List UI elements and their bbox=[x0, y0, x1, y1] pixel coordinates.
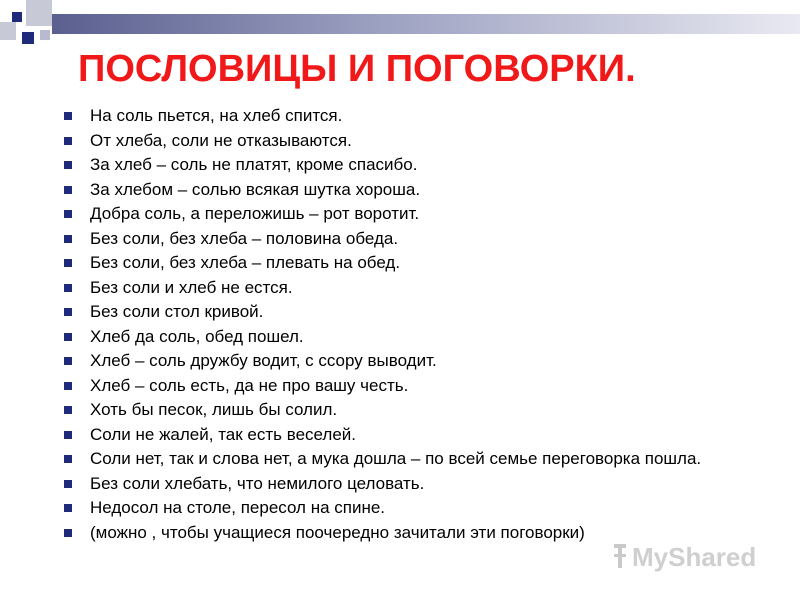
list-item bbox=[60, 327, 780, 347]
watermark-logo-icon bbox=[612, 538, 762, 572]
header-gradient-bar bbox=[52, 14, 800, 34]
list-item bbox=[60, 131, 780, 151]
proverb-text: Хлеб – соль дружбу водит, с ссору выводит. bbox=[90, 351, 437, 370]
list-item bbox=[60, 449, 780, 469]
proverb-text: Хоть бы песок, лишь бы солил. bbox=[90, 400, 338, 419]
list-item bbox=[60, 106, 780, 126]
watermark-logo bbox=[612, 538, 762, 572]
decorative-square bbox=[0, 22, 16, 40]
proverb-text: На соль пьется, на хлеб спится. bbox=[90, 106, 343, 125]
proverb-text: Без соли, без хлеба – плевать на обед. bbox=[90, 253, 401, 272]
square-bullet-icon bbox=[64, 112, 72, 120]
proverb-list bbox=[60, 106, 780, 547]
list-item bbox=[60, 204, 780, 224]
list-item bbox=[60, 278, 780, 298]
slide-title: ПОСЛОВИЦЫ И ПОГОВОРКИ. bbox=[78, 48, 636, 90]
proverb-text: Хлеб – соль есть, да не про вашу честь. bbox=[90, 375, 409, 395]
proverb-text: Без соли стол кривой. bbox=[90, 302, 264, 321]
square-bullet-icon bbox=[64, 284, 72, 292]
decorative-square bbox=[40, 30, 50, 40]
list-item bbox=[60, 498, 780, 518]
proverb-text: (можно , чтобы учащиеся поочередно зачитали эти поговорки) bbox=[90, 522, 585, 542]
proverb-text: Без соли хлебать, что немилого целовать. bbox=[90, 473, 425, 493]
proverb-text: Добра соль, а переложишь – рот воротит. bbox=[90, 204, 420, 223]
decorative-square bbox=[12, 12, 22, 22]
decorative-square bbox=[26, 0, 52, 26]
square-bullet-icon bbox=[64, 333, 72, 341]
list-item bbox=[60, 155, 780, 175]
square-bullet-icon bbox=[64, 186, 72, 194]
square-bullet-icon bbox=[64, 259, 72, 267]
square-bullet-icon bbox=[64, 406, 72, 414]
proverb-text: Соли нет, так и слова нет, а мука дошла – по всей семье переговорка пошла. bbox=[90, 449, 702, 468]
square-bullet-icon bbox=[64, 357, 72, 365]
list-item bbox=[60, 351, 780, 371]
square-bullet-icon bbox=[64, 308, 72, 316]
square-bullet-icon bbox=[64, 210, 72, 218]
square-bullet-icon bbox=[64, 161, 72, 169]
proverb-text: За хлебом – солью всякая шутка хороша. bbox=[90, 179, 421, 199]
list-item bbox=[60, 400, 780, 420]
square-bullet-icon bbox=[64, 137, 72, 145]
list-item bbox=[60, 474, 780, 494]
list-item bbox=[60, 425, 780, 445]
square-bullet-icon bbox=[64, 455, 72, 463]
svg-text:MyShared: MyShared bbox=[632, 542, 757, 572]
decorative-square bbox=[22, 32, 34, 44]
square-bullet-icon bbox=[64, 529, 72, 537]
list-item bbox=[60, 180, 780, 200]
list-item bbox=[60, 376, 780, 396]
square-bullet-icon bbox=[64, 504, 72, 512]
proverb-text: Соли не жалей, так есть веселей. bbox=[90, 424, 357, 444]
square-bullet-icon bbox=[64, 431, 72, 439]
proverb-text: Без соли, без хлеба – половина обеда. bbox=[90, 228, 399, 248]
proverb-text: За хлеб – соль не платят, кроме спасибо. bbox=[90, 155, 418, 174]
square-bullet-icon bbox=[64, 480, 72, 488]
list-item bbox=[60, 302, 780, 322]
proverb-text: Недосол на столе, пересол на спине. bbox=[90, 498, 386, 517]
proverb-text: Без соли и хлеб не естся. bbox=[90, 277, 293, 297]
proverb-text: От хлеба, соли не отказываются. bbox=[90, 130, 352, 150]
list-item bbox=[60, 253, 780, 273]
square-bullet-icon bbox=[64, 235, 72, 243]
square-bullet-icon bbox=[64, 382, 72, 390]
proverb-text: Хлеб да соль, обед пошел. bbox=[90, 326, 304, 346]
list-item bbox=[60, 229, 780, 249]
